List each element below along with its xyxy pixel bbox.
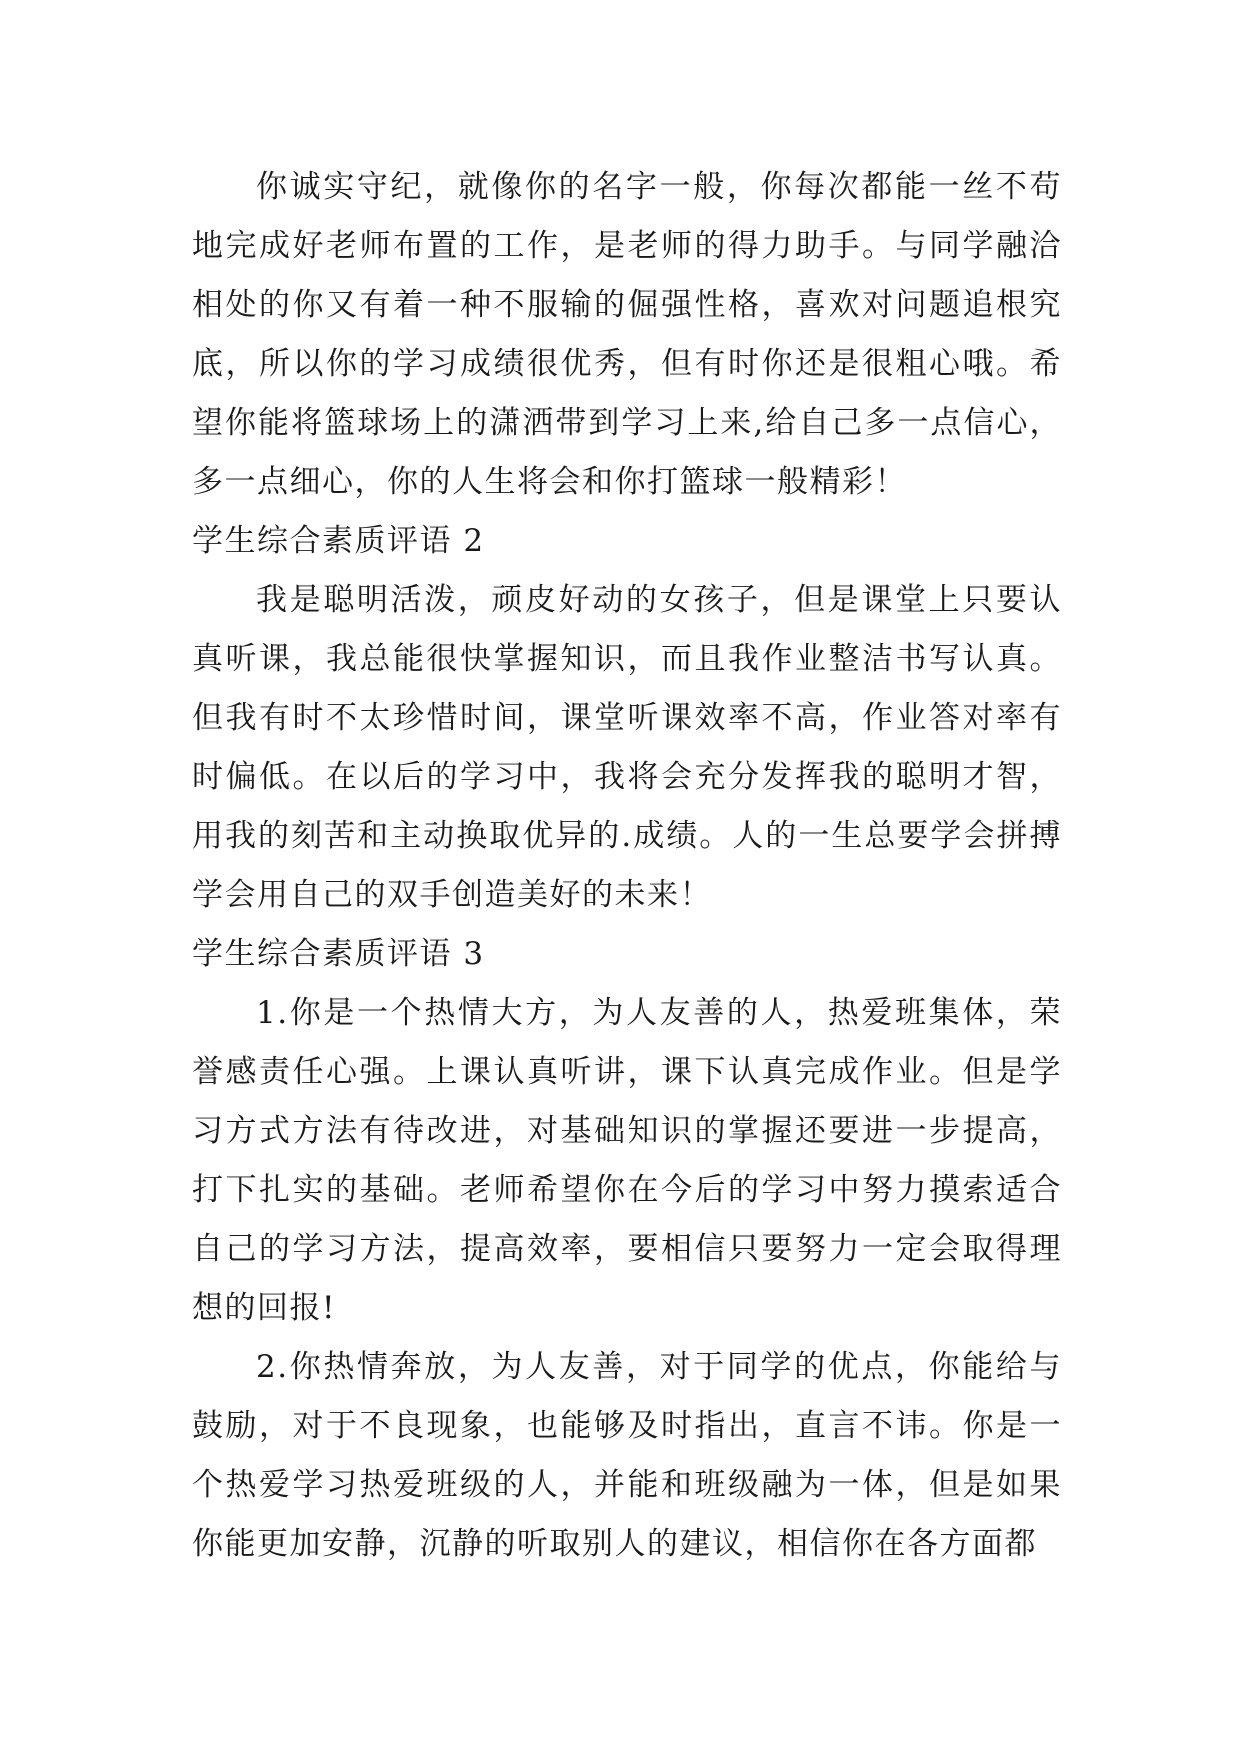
comment-paragraph-3-1: 1.你是一个热情大方，为人友善的人，热爱班集体，荣誉感责任心强。上课认真听讲，课下认真完成作业。但是学习方式方法有待改进，对基础知识的掌握还要进一步提高，打下扎实的基础。老师希望你在今后的学习中努力摸索适合自己的学习方法，提高效率，要相信只要努力一定会取得理想的回报! (192, 995, 1062, 1326)
document-body (192, 158, 1062, 1574)
comment-paragraph-intro: 你诚实守纪，就像你的名字一般，你每次都能一丝不苟地完成好老师布置的工作，是老师的得力助手。与同学融洽相处的你又有着一种不服输的倔强性格，喜欢对问题追根究底，所以你的学习成绩很优秀，但有时你还是很粗心哦。希望你能将篮球场上的潇洒带到学习上来,给自己多一点信心，多一点细心，你的人生将会和你打篮球一般精彩！ (192, 169, 1062, 500)
section-heading-3: 学生综合素质评语 3 (192, 936, 485, 972)
section-heading-2: 学生综合素质评语 2 (192, 523, 485, 559)
comment-paragraph-3-2: 2.你热情奔放，为人友善，对于同学的优点，你能给与鼓励，对于不良现象，也能够及时指出，直言不讳。你是一个热爱学习热爱班级的人，并能和班级融为一体，但是如果你能更加安静，沉静的听取别人的建议，相信你在各方面都 (192, 1349, 1062, 1562)
comment-paragraph-2: 我是聪明活泼，顽皮好动的女孩子，但是课堂上只要认真听课，我总能很快掌握知识，而且我作业整洁书写认真。但我有时不太珍惜时间，课堂听课效率不高，作业答对率有时偏低。在以后的学习中，我将会充分发挥我的聪明才智，用我的刻苦和主动换取优异的.成绩。人的一生总要学会拼搏学会用自己的双手创造美好的未来！ (192, 582, 1062, 913)
